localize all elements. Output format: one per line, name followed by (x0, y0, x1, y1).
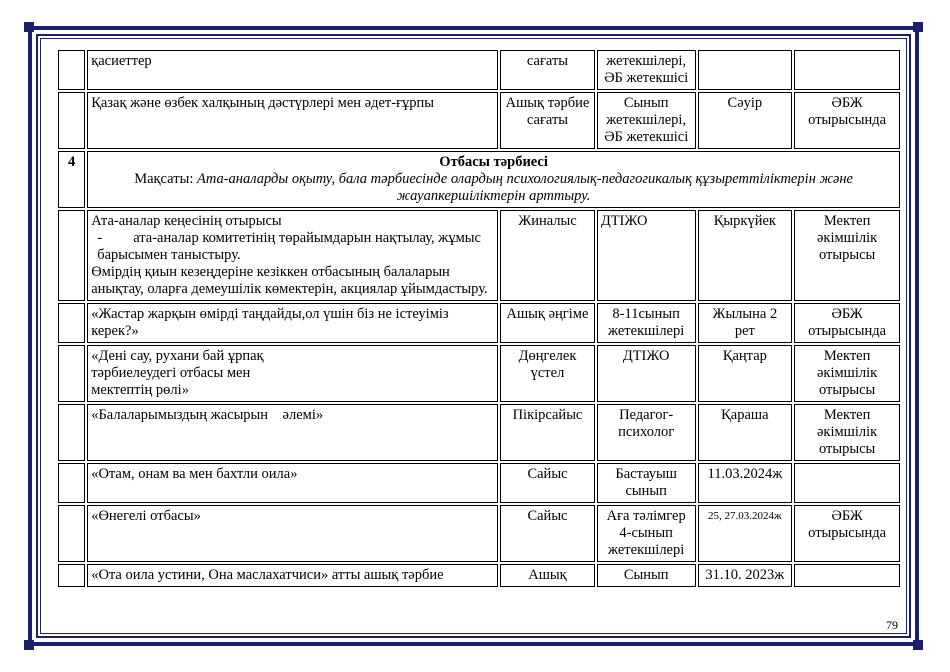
corner-ornament-top-left (24, 22, 34, 32)
event-cell: қасиеттер (87, 50, 498, 90)
responsible-cell: Педагог-психолог (597, 404, 696, 461)
plan-table (56, 48, 902, 589)
place-cell: ӘБЖ отырысында (794, 92, 900, 149)
responsible-cell: Аға тәлімгер 4-сынып жетекшілері (597, 505, 696, 562)
event-cell: «Балаларымыздың жасырын әлемі» (87, 404, 498, 461)
event-cell (87, 345, 498, 402)
responsible-cell: Сынып (597, 564, 696, 587)
date-cell: Жылына 2 рет (698, 303, 793, 343)
corner-ornament-bottom-left (24, 640, 34, 650)
num-cell (58, 210, 85, 301)
num-cell (58, 345, 85, 402)
place-cell: ӘБЖ отырысында (794, 505, 900, 562)
responsible-cell: ДТІЖО (597, 210, 696, 301)
table-row (58, 564, 900, 587)
num-cell (58, 564, 85, 587)
place-cell: ӘБЖ отырысында (794, 303, 900, 343)
place-cell: Мектеп әкімшілік отырысы (794, 345, 900, 402)
date-cell: 31.10. 2023ж (698, 564, 793, 587)
num-cell (58, 404, 85, 461)
responsible-cell: жетекшілері, ӘБ жетекшісі (597, 50, 696, 90)
section-goal (91, 171, 896, 205)
table-row (58, 345, 900, 402)
date-cell: Қыркүйек (698, 210, 793, 301)
num-cell (58, 505, 85, 562)
table-row (58, 92, 900, 149)
form-cell: Ашық тәрбие сағаты (500, 92, 595, 149)
responsible-cell: Сынып жетекшілері, ӘБ жетекшісі (597, 92, 696, 149)
place-cell (794, 50, 900, 90)
corner-ornament-top-right (913, 22, 923, 32)
num-cell (58, 92, 85, 149)
table-row (58, 210, 900, 301)
table-row (58, 463, 900, 503)
table-row (58, 404, 900, 461)
date-cell: Қаңтар (698, 345, 793, 402)
page-number: 79 (886, 618, 898, 632)
date-cell: Сәуір (698, 92, 793, 149)
table-row (58, 303, 900, 343)
event-extra: Өмірдің қиын кезеңдеріне кезіккен отбасының балаларын анықтау, оларға демеушілік көмектерін, акциялар ұйымдастыру. (91, 264, 488, 297)
form-cell: Ашық (500, 564, 595, 587)
num-cell (58, 50, 85, 90)
event-bullet-text: ата-аналар комитетінің төрайымдарын нақтылау, жұмыс барысымен таныстыру. (97, 230, 481, 263)
form-cell: Дөңгелек үстел (500, 345, 595, 402)
document-page (56, 48, 902, 608)
place-cell (794, 564, 900, 587)
form-cell: сағаты (500, 50, 595, 90)
date-cell: Қараша (698, 404, 793, 461)
section-goal-text: Ата-аналарды оқыту, бала тәрбиесінде олардың психологиялық-педагогикалық құзыреттіліктерін және жауапкершіліктерін арттыру. (196, 171, 853, 204)
corner-ornament-bottom-right (913, 640, 923, 650)
event-cell: «Ота оила устини, Она маслахатчиси» атты ашық тәрбие (87, 564, 498, 587)
section-goal-label: Мақсаты: (134, 171, 194, 187)
section-title: Отбасы тәрбиесі (439, 154, 548, 170)
table-row (58, 50, 900, 90)
event-cell: «Өнегелі отбасы» (87, 505, 498, 562)
form-cell: Сайыс (500, 463, 595, 503)
bullet-dash: - (97, 230, 103, 246)
place-cell (794, 463, 900, 503)
place-cell: Мектеп әкімшілік отырысы (794, 404, 900, 461)
date-cell (698, 50, 793, 90)
section-header-row (58, 151, 900, 208)
form-cell: Жиналыс (500, 210, 595, 301)
event-cell (87, 210, 498, 301)
date-cell: 25, 27.03.2024ж (698, 505, 793, 562)
date-cell: 11.03.2024ж (698, 463, 793, 503)
event-bullet (91, 230, 494, 264)
event-text: «Дені сау, рухани бай ұрпақ тәрбиелеудегі отбасы мен мектептің рөлі» (91, 348, 264, 398)
form-cell: Ашық әңгіме (500, 303, 595, 343)
section-number: 4 (58, 151, 85, 208)
section-header-cell (87, 151, 900, 208)
responsible-cell: 8-11сынып жетекшілері (597, 303, 696, 343)
responsible-cell: ДТІЖО (597, 345, 696, 402)
event-cell: «Отам, онам ва мен бахтли оила» (87, 463, 498, 503)
table-row (58, 505, 900, 562)
form-cell: Пікірсайыс (500, 404, 595, 461)
event-cell: Қазақ және өзбек халқының дәстүрлері мен әдет-ғұрпы (87, 92, 498, 149)
num-cell (58, 303, 85, 343)
place-cell: Мектеп әкімшілік отырысы (794, 210, 900, 301)
form-cell: Сайыс (500, 505, 595, 562)
num-cell (58, 463, 85, 503)
event-title: Ата-аналар кеңесінің отырысы (91, 213, 282, 229)
event-cell: «Жастар жарқын өмірді таңдайды,ол үшін біз не істеуіміз керек?» (87, 303, 498, 343)
responsible-cell: Бастауыш сынып (597, 463, 696, 503)
